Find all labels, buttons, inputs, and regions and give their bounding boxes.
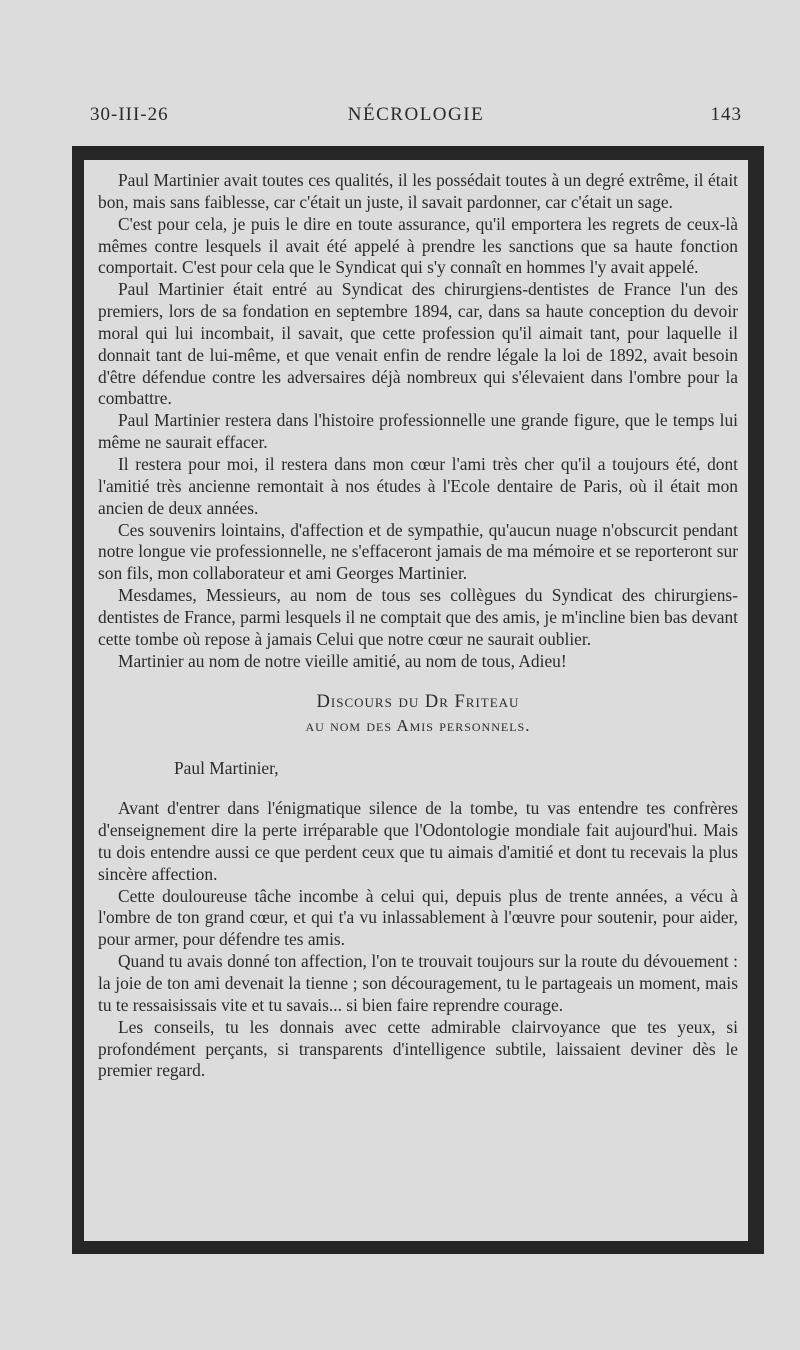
- paragraph: Ces souvenirs lointains, d'affection et de sympathie, qu'aucun nuage n'obscurcit pendant notre longue vie professionnelle, ne s'effaceront jamais de ma mémoire et se reporteront sur son fils, mon collaborateur et ami Georges Martinier.: [98, 519, 738, 584]
- paragraph: Paul Martinier avait toutes ces qualités, il les possédait toutes à un degré extrême, il était bon, mais sans faiblesse, car c'était un juste, il savait pardonner, car c'était un sage.: [98, 170, 738, 212]
- section-title: NÉCROLOGIE: [347, 104, 485, 125]
- paragraph: Mesdames, Messieurs, au nom de tous ses collègues du Syndicat des chirurgiens-dentistes de France, parmi lesquels il ne comptait que des amis, je m'incline bien bas devant cette tombe où repose à jamais Celui que notre cœur ne saurait oublier.: [98, 585, 738, 649]
- paragraph: Il restera pour moi, il restera dans mon cœur l'ami très cher qu'il a toujours été, dont l'amitié très ancienne remontait à nos études à l'Ecole dentaire de Paris, où il était mon ancien de deux années.: [98, 453, 738, 518]
- speech-subheading: [98, 714, 738, 738]
- salutation: Paul Martinier,: [174, 758, 279, 779]
- paragraph: Paul Martinier restera dans l'histoire professionnelle une grande figure, que le temps lui même ne saurait effacer.: [98, 410, 738, 453]
- issue-date: 30-III-26: [90, 104, 169, 125]
- running-head: [90, 104, 742, 134]
- article-body: [98, 170, 738, 1082]
- paragraph: Quand tu avais donné ton affection, l'on te trouvait toujours sur la route du dévouement : la joie de ton ami devenait la tienne ; son découragement, tu le partageais un moment, mais tu te ressaisissais vite et tu savais... si bien faire reprendre courage.: [98, 951, 738, 1015]
- paragraph: Paul Martinier était entré au Syndicat des chirurgiens-dentistes de France l'un des premiers, lors de sa fondation en septembre 1894, car, dans sa haute conception du devoir moral qui lui incombait, il savait, que cette profession qu'il aimait tant, pour laquelle il donnait tant de lui-même, et que venait enfin de rendre légale la loi de 1892, avait besoin d'être défendue contre les adversaires déjà nombreux qui s'élevaient dans l'ombre pour la combattre.: [98, 279, 738, 409]
- paragraph: Martinier au nom de notre vieille amitié, au nom de tous, Adieu!: [118, 650, 567, 671]
- paragraph: C'est pour cela, je puis le dire en toute assurance, qu'il emportera les regrets de ceux-là mêmes contre lesquels il avait été appelé à prendre les sanctions que sa haute fonction comportait. C'est pour cela que le Syndicat qui s'y connaît en hommes l'y avait appelé.: [98, 213, 738, 278]
- paragraph: Les conseils, tu les donnais avec cette admirable clairvoyance que tes yeux, si profondément perçants, si transparents d'intelligence subtile, laissaient deviner dès le premier regard.: [98, 1016, 738, 1081]
- speech-heading: [98, 690, 738, 714]
- paragraph: Avant d'entrer dans l'énigmatique silence de la tombe, tu vas entendre tes confrères d'enseignement dire la perte irréparable que l'Odontologie mondiale fait aujourd'hui. Mais tu dois entendre aussi ce que perdent ceux que tu aimais d'amitié et dont tu recevais la plus sincère affection.: [98, 798, 738, 884]
- speech-heading-line1: Discours du Dr Friteau: [316, 692, 520, 713]
- speech-heading-line2: au nom des Amis personnels.: [305, 716, 531, 736]
- page-number: 143: [710, 104, 742, 125]
- paragraph: Cette douloureuse tâche incombe à celui qui, depuis plus de trente années, a vécu à l'ombre de ton grand cœur, et qui t'a vu inlassablement à l'œuvre pour soutenir, pour aider, pour armer, pour défendre tes amis.: [98, 885, 738, 950]
